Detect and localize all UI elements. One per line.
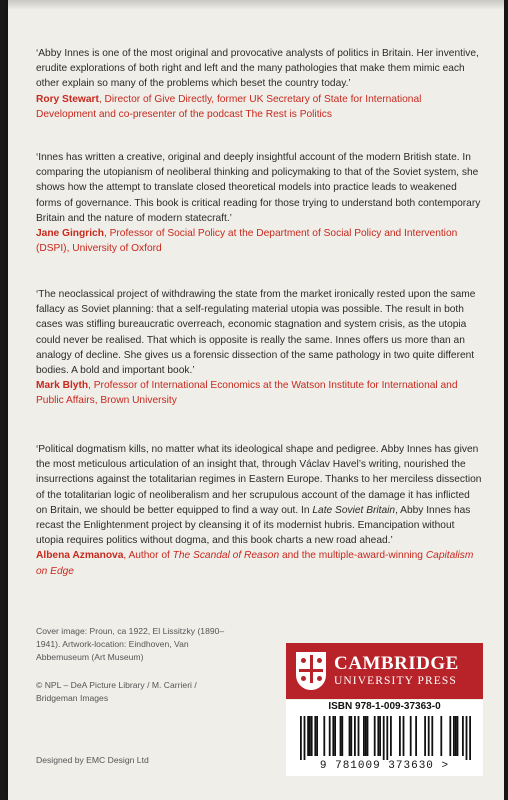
endorsement-text: ‘Abby Innes is one of the most original and provocative analysts of politics in Britain. Her inventive, erudite explorations of both right and left and the many pathologies that make them mimic each other explain so many of the problems which beset the country today.’ xyxy=(36,48,479,90)
barcode-bar xyxy=(334,716,336,756)
barcode-bar xyxy=(374,716,376,756)
endorsement-1 xyxy=(36,46,482,122)
endorsement-2 xyxy=(36,150,482,256)
barcode xyxy=(290,716,479,760)
barcode-bar xyxy=(300,716,302,760)
barcode-bar xyxy=(424,716,426,756)
barcode-bar xyxy=(365,716,367,756)
barcode-digits: 9 781009 373630 > xyxy=(319,760,450,772)
cambridge-shield-icon xyxy=(296,652,326,690)
barcode-bar xyxy=(453,716,455,756)
barcode-bar xyxy=(440,716,442,756)
barcode-bar xyxy=(455,716,457,756)
barcode-bar xyxy=(354,716,356,756)
endorsement-text-part: ‘Political dogmatism kills, no matter what its ideological shape and pedigree. Abby Innes has given the most meticulous articulation of an insight that, through Václav Havel’s writing, nourished the insurrections against the totalitarian regimes in Eastern Europe. Thanks to her merciless dissection of the totalitarian logic of neoliberalism and her scrupulous account of the damage it has inflicted on Britain, we should be better equipped to find a way out. In xyxy=(36,444,482,516)
endorsement-text xyxy=(36,442,482,548)
endorser-role: , Professor of Social Policy at the Department of Social Policy and Intervention (DSPI), University of Oxford xyxy=(36,228,458,255)
barcode-bar xyxy=(415,716,417,756)
barcode-bar xyxy=(316,716,318,756)
barcode-bar xyxy=(340,716,342,756)
barcode-bar xyxy=(332,716,334,756)
barcode-bar xyxy=(309,716,311,756)
barcode-bar xyxy=(399,716,401,756)
endorser-book-title: The Scandal of Reason xyxy=(172,550,280,562)
barcode-bar xyxy=(377,716,379,756)
barcode-bar xyxy=(383,716,385,760)
endorser-role: and the multiple-award-winning xyxy=(279,550,426,562)
endorser-book-title: Capitalism on Edge xyxy=(36,550,474,577)
book-title: Late Soviet Britain xyxy=(312,504,396,516)
endorsement-3 xyxy=(36,287,482,409)
barcode-bar xyxy=(323,716,325,756)
barcode-bar xyxy=(431,716,433,756)
barcode-bar xyxy=(449,716,451,756)
endorser-name: Jane Gingrich xyxy=(36,228,104,240)
barcode-bar xyxy=(341,716,343,756)
barcode-bar xyxy=(314,716,316,756)
endorsement-text: ‘The neoclassical project of withdrawing the state from the market ironically rested upon the same fallacy as Soviet planning: that a self-regulating material utopia was possible. The result in both cases was stifling bureaucratic overreach, economic stagnation and system crisis, as the utopia could never be realised. That which is opposite is really the same. Innes offers us more than an analogy of decline. She gives us a forensic dissection of the same pathology in two quite different bodies. A bold and important book.’ xyxy=(36,289,476,377)
cover-image-credit-text: Cover image: Proun, ca 1922, El Lissitzky (1890–1941). Artwork-location: Eindhoven, Van Abbemuseum (Art Museum) xyxy=(36,626,225,662)
endorser-name: Rory Stewart xyxy=(36,93,99,105)
endorsement-attribution xyxy=(36,548,482,578)
publisher-name: CAMBRIDGE xyxy=(334,653,459,674)
barcode-bar xyxy=(304,716,306,760)
publisher-subtitle: UNIVERSITY PRESS xyxy=(334,675,457,687)
barcode-bar xyxy=(462,716,464,756)
barcode-panel xyxy=(286,700,483,776)
barcode-bar xyxy=(428,716,430,756)
endorsement-attribution xyxy=(36,92,482,122)
barcode-bar xyxy=(307,716,309,756)
endorser-role: , Director of Give Directly, former UK Secretary of State for International Development and co-presenter of the podcast The Rest is Politics xyxy=(36,93,422,120)
copyright-credit-text: © NPL – DeA Picture Library / M. Carrieri / Bridgeman Images xyxy=(36,680,197,703)
barcode-bar xyxy=(311,716,313,756)
barcode-bar xyxy=(386,716,388,760)
barcode-bar xyxy=(457,716,459,756)
endorser-role: , Professor of International Economics at the Watson Institute for International and Public Affairs, Brown University xyxy=(36,380,458,407)
barcode-bar xyxy=(390,716,392,756)
barcode-bar xyxy=(410,716,412,756)
copyright-credit xyxy=(36,679,236,705)
barcode-bar xyxy=(379,716,381,756)
endorsement-4 xyxy=(36,442,482,579)
endorser-name: Mark Blyth xyxy=(36,380,89,392)
publisher-logo xyxy=(286,643,483,699)
isbn-label: ISBN 978-1-009-37363-0 xyxy=(328,701,441,712)
barcode-bar xyxy=(350,716,352,756)
endorsement-text-part: , Abby Innes has recast the Enlightenment project by cleansing it of its modernist hubris. Emancipation without utopia requires politics without dogma, and this book charts a new road ahead.’ xyxy=(36,504,471,547)
barcode-bar xyxy=(403,716,405,756)
endorsement-attribution xyxy=(36,226,482,256)
barcode-bar xyxy=(363,716,365,756)
barcode-bar xyxy=(466,716,468,760)
barcode-bar xyxy=(329,716,331,756)
endorsement-text: ‘Innes has written a creative, original and deeply insightful account of the modern British state. In comparing the utopianism of neoliberal thinking and policymaking to that of the Soviet system, she shows how the attempt to translate closed theoretical models into practice leads to weakened forms of governance. This book is critical reading for those trying to understand both contemporary Britain and the nature of modern statecraft.’ xyxy=(36,152,481,224)
cover-image-credit xyxy=(36,625,236,664)
designer-credit-text: Designed by EMC Design Ltd xyxy=(36,755,149,765)
endorser-role: , Author of xyxy=(123,550,173,562)
barcode-bar xyxy=(349,716,351,756)
endorsement-attribution xyxy=(36,378,482,408)
publisher-wordmark xyxy=(334,654,459,688)
designer-credit xyxy=(36,754,236,767)
cover-top-edge xyxy=(8,0,504,10)
barcode-bar xyxy=(367,716,369,756)
barcode-bar xyxy=(469,716,471,760)
endorser-name: Albena Azmanova xyxy=(36,550,124,562)
barcode-bar xyxy=(358,716,360,756)
